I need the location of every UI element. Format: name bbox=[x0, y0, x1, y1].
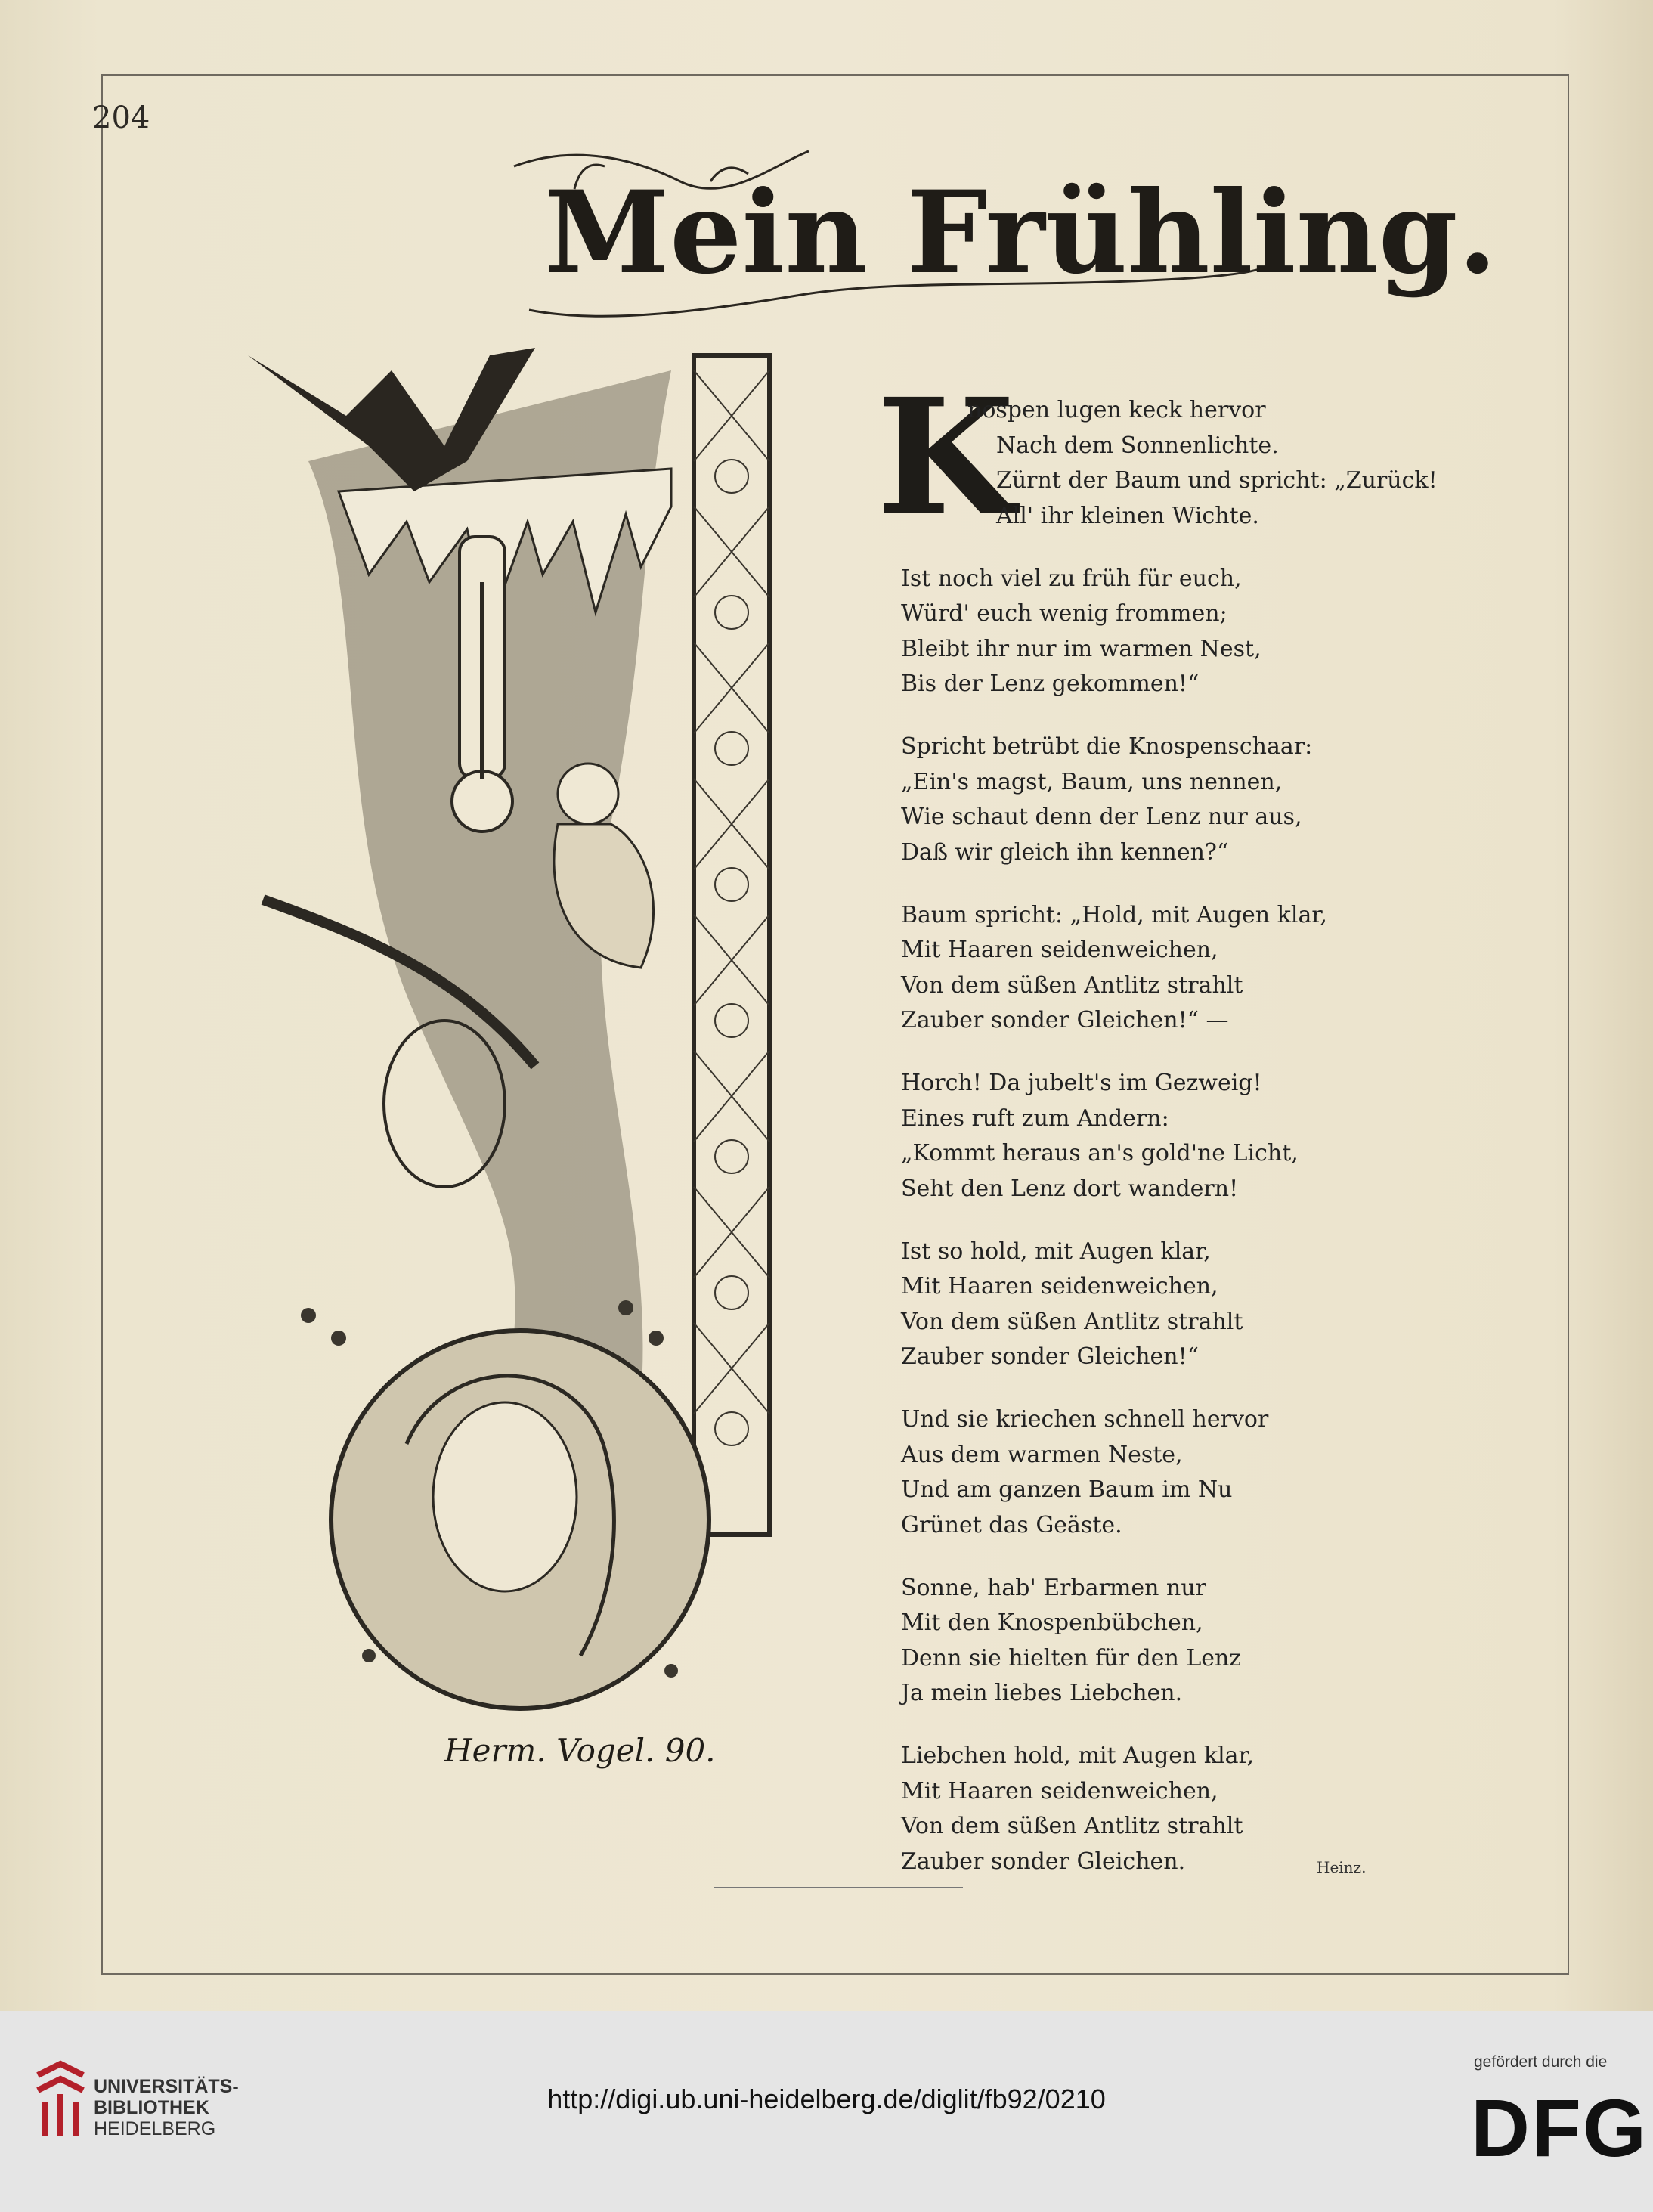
stanza-4 bbox=[901, 898, 1475, 1039]
poem-line: Zürnt der Baum und spricht: „Zurück! bbox=[996, 467, 1438, 494]
poem-line: nospen lugen keck hervor bbox=[967, 397, 1266, 423]
poem-line: Grünet das Geäste. bbox=[901, 1511, 1122, 1538]
stanza-6 bbox=[901, 1235, 1475, 1375]
poem-line: Zauber sonder Gleichen!“ — bbox=[901, 1007, 1229, 1033]
poem bbox=[901, 393, 1475, 1907]
poem-line: Sonne, hab' Erbarmen nur bbox=[901, 1574, 1206, 1601]
author-signature: Heinz. bbox=[1317, 1858, 1367, 1876]
poem-line: Von dem süßen Antlitz strahlt bbox=[901, 1308, 1243, 1335]
stanza-5 bbox=[901, 1066, 1475, 1207]
poem-line: „Ein's magst, Baum, uns nennen, bbox=[901, 768, 1283, 795]
stanza-7 bbox=[901, 1402, 1475, 1543]
poem-line: Spricht betrübt die Knospenschaar: bbox=[901, 733, 1313, 760]
stanza-3 bbox=[901, 730, 1475, 870]
stanza-2 bbox=[901, 562, 1475, 702]
poem-line: All' ihr kleinen Wichte. bbox=[996, 502, 1259, 529]
poem-line: Aus dem warmen Neste, bbox=[901, 1441, 1183, 1468]
poem-line: Würd' euch wenig frommen; bbox=[901, 600, 1227, 627]
poem-line: Und am ganzen Baum im Nu bbox=[901, 1476, 1233, 1503]
poem-line: Seht den Lenz dort wandern! bbox=[901, 1175, 1239, 1202]
poem-line: Wie schaut denn der Lenz nur aus, bbox=[901, 804, 1302, 830]
library-line-3: HEIDELBERG bbox=[94, 2118, 216, 2139]
poem-line: Liebchen hold, mit Augen klar, bbox=[901, 1743, 1255, 1769]
stanza-1 bbox=[954, 393, 1475, 534]
poem-line: Denn sie hielten für den Lenz bbox=[901, 1644, 1242, 1671]
poem-line: Bleibt ihr nur im warmen Nest, bbox=[901, 635, 1261, 662]
poem-line: Bis der Lenz gekommen!“ bbox=[901, 671, 1200, 697]
poem-line: Mit den Knospenbübchen, bbox=[901, 1609, 1203, 1636]
poem-line: Mit Haaren seidenweichen, bbox=[901, 1777, 1218, 1805]
stanza-8 bbox=[901, 1571, 1475, 1712]
dfg-logo[interactable]: DFG bbox=[1471, 2082, 1648, 2173]
title-text: Mein Frühling. bbox=[544, 166, 1497, 299]
poem-line: Ist noch viel zu früh für euch, bbox=[901, 565, 1242, 592]
poem-line: Zauber sonder Gleichen. bbox=[901, 1848, 1186, 1875]
poem-line: Von dem süßen Antlitz strahlt bbox=[901, 971, 1243, 999]
poem-line: Ja mein liebes Liebchen. bbox=[901, 1680, 1183, 1706]
artist-signature: Herm. Vogel. 90. bbox=[444, 1732, 716, 1769]
stanza-9 bbox=[901, 1739, 1475, 1879]
poem-line: Zauber sonder Gleichen!“ bbox=[901, 1343, 1199, 1370]
illustration-tree-and-girl bbox=[218, 219, 822, 1799]
library-line-1: UNIVERSITÄTS- bbox=[94, 2076, 239, 2097]
permalink-url[interactable]: http://digi.ub.uni-heidelberg.de/diglit/fb92/0210 bbox=[547, 2083, 1106, 2114]
funder-caption: gefördert durch die bbox=[1474, 2053, 1608, 2071]
poem-line: Mit Haaren seidenweichen, bbox=[901, 1273, 1218, 1300]
page-number: 204 bbox=[92, 101, 150, 135]
poem-line: Nach dem Sonnenlichte. bbox=[996, 432, 1279, 459]
library-line-2: BIBLIOTHEK bbox=[94, 2097, 209, 2118]
poem-line: Von dem süßen Antlitz strahlt bbox=[901, 1813, 1243, 1839]
drop-cap: K bbox=[877, 364, 1015, 550]
poem-line: Eines ruft zum Andern: bbox=[901, 1104, 1169, 1132]
poem-line: Baum spricht: „Hold, mit Augen klar, bbox=[901, 901, 1327, 928]
poem-line: Horch! Da jubelt's im Gezweig! bbox=[901, 1070, 1262, 1096]
poem-line: Daß wir gleich ihn kennen?“ bbox=[901, 838, 1229, 866]
poem-line: Mit Haaren seidenweichen, bbox=[901, 937, 1218, 963]
end-rule bbox=[714, 1887, 963, 1888]
poem-line: Ist so hold, mit Augen klar, bbox=[901, 1238, 1211, 1265]
poem-line: „Kommt heraus an's gold'ne Licht, bbox=[901, 1140, 1299, 1166]
poem-line: Und sie kriechen schnell hervor bbox=[901, 1406, 1269, 1433]
